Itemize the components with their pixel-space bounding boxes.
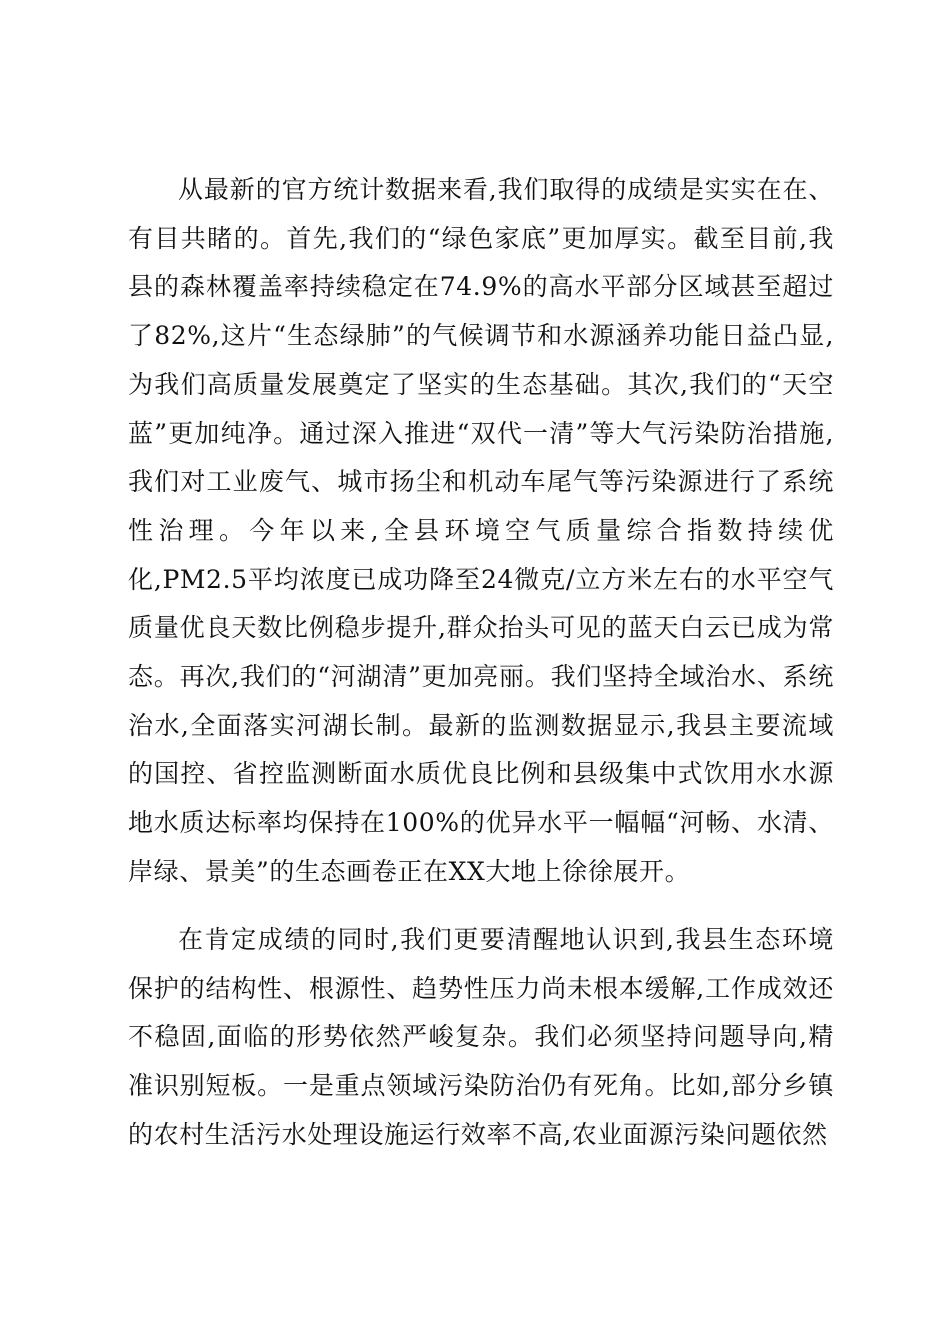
body-text-block-1 xyxy=(128,166,834,897)
paragraph-challenges: 在肯定成绩的同时,我们更要清醒地认识到,我县生态环境保护的结构性、根源性、趋势性压力尚未根本缓解,工作成效还不稳固,面临的形势依然严峻复杂。我们必须坚持问题导向,精准识别短板。一是重点领域污染防治仍有死角。比如,部分乡镇的农村生活污水处理设施运行效率不高,农业面源污染问题依然 xyxy=(128,925,834,1149)
paragraph-achievements: 从最新的官方统计数据来看,我们取得的成绩是实实在在、有目共睹的。首先,我们的“绿色家底”更加厚实。截至目前,我县的森林覆盖率持续稳定在74.9%的高水平部分区域甚至超过了82%,这片“生态绿肺”的气候调节和水源涵养功能日益凸显,为我们高质量发展奠定了坚实的生态基础。其次,我们的“天空蓝”更加纯净。通过深入推进“双代一清”等大气污染防治措施,我们对工业废气、城市扬尘和机动车尾气等污染源进行了系统性治理。今年以来,全县环境空气质量综合指数持续优化,PM2.5平均浓度已成功降至24微克/立方米左右的水平空气质量优良天数比例稳步提升,群众抬头可见的蓝天白云已成为常态。再次,我们的“河湖清”更加亮丽。我们坚持全域治水、系统治水,全面落实河湖长制。最新的监测数据显示,我县主要流域的国控、省控监测断面水质优良比例和县级集中式饮用水水源地水质达标率均保持在100%的优异水平一幅幅“河畅、水清、岸绿、景美”的生态画卷正在XX大地上徐徐展开。 xyxy=(128,175,834,886)
body-text-block-2 xyxy=(128,916,834,1160)
